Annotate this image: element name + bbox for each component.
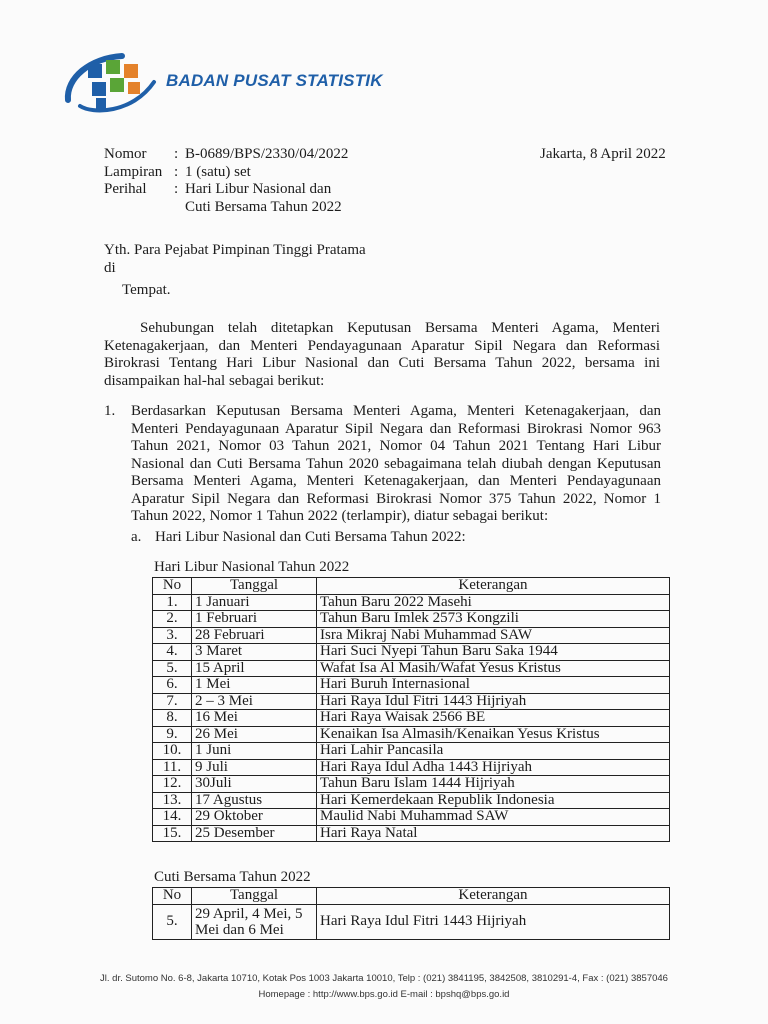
holiday-table-caption: Hari Libur Nasional Tahun 2022 bbox=[154, 559, 350, 575]
letter-date: Jakarta, 8 April 2022 bbox=[540, 146, 666, 162]
addressee-line: Yth. Para Pejabat Pimpinan Tinggi Pratama bbox=[104, 242, 366, 258]
table-row bbox=[153, 660, 670, 677]
cell-date: 1 Mei bbox=[192, 677, 317, 694]
column-header: Keterangan bbox=[317, 888, 670, 905]
cell-no: 12. bbox=[153, 776, 192, 793]
cell-no: 11. bbox=[153, 759, 192, 776]
cell-date: 29 Oktober bbox=[192, 809, 317, 826]
cell-no: 5. bbox=[153, 660, 192, 677]
cell-desc: Tahun Baru Islam 1444 Hijriyah bbox=[317, 776, 670, 793]
meta-row-perihal bbox=[104, 181, 348, 199]
meta-sep: : bbox=[174, 163, 179, 180]
table-header-row bbox=[153, 578, 670, 595]
cell-no: 13. bbox=[153, 792, 192, 809]
table-row bbox=[153, 743, 670, 760]
cell-desc: Hari Buruh Internasional bbox=[317, 677, 670, 694]
table-row bbox=[153, 825, 670, 842]
intro-paragraph: Sehubungan telah ditetapkan Keputusan Bersama Menteri Agama, Menteri Ketenagakerjaan, dan Menteri Pendayagunaan Aparatur Sipil Negara dan Reformasi Birokrasi Tentang Hari Libur Nasional dan Cuti Bersama Tahun 2022, bersama ini disampaikan hal-hal sebagai berikut: bbox=[104, 320, 660, 389]
column-header: Keterangan bbox=[317, 578, 670, 595]
cell-no: 10. bbox=[153, 743, 192, 760]
table-row bbox=[153, 677, 670, 694]
cell-desc: Hari Lahir Pancasila bbox=[317, 743, 670, 760]
cell-date: 16 Mei bbox=[192, 710, 317, 727]
holiday-table bbox=[152, 577, 670, 842]
cell-desc: Maulid Nabi Muhammad SAW bbox=[317, 809, 670, 826]
cell-desc: Hari Raya Idul Fitri 1443 Hijriyah bbox=[317, 693, 670, 710]
addressee-place: Tempat. bbox=[122, 282, 171, 298]
meta-value: B-0689/BPS/2330/04/2022 bbox=[185, 146, 349, 162]
cell-no: 6. bbox=[153, 677, 192, 694]
column-header: Tanggal bbox=[192, 888, 317, 905]
cell-date: 15 April bbox=[192, 660, 317, 677]
table-row bbox=[153, 792, 670, 809]
cell-no: 15. bbox=[153, 825, 192, 842]
meta-sep: : bbox=[174, 146, 179, 162]
cell-date: 26 Mei bbox=[192, 726, 317, 743]
cell-date: 1 Februari bbox=[192, 611, 317, 628]
letter-meta bbox=[104, 146, 348, 216]
cell-desc: Kenaikan Isa Almasih/Kenaikan Yesus Kristus bbox=[317, 726, 670, 743]
cell-no: 14. bbox=[153, 809, 192, 826]
point-text: Berdasarkan Keputusan Bersama Menteri Agama, Menteri Ketenagakerjaan, dan Menteri Pendayagunaan Aparatur Sipil Negara dan Reformasi Birokrasi Nomor 963 Tahun 2021, Nomor 03 Tahun 2021, Nomor 04 Tahun 2021 Tentang Hari Libur Nasional dan Cuti Bersama Tahun 2020 sebagaimana telah diubah dengan Keputusan Bersama Menteri Agama, Menteri Ketenagakerjaan, dan Menteri Pendayagunaan Aparatur Sipil Negara dan Reformasi Birokrasi Nomor 375 Tahun 2022, Nomor 1 Tahun 2022, Nomor 1 Tahun 2022 (terlampir), diatur sebagai berikut: bbox=[131, 403, 661, 524]
holiday-table-body bbox=[153, 594, 670, 842]
subject-continuation: Cuti Bersama Tahun 2022 bbox=[185, 198, 342, 215]
cell-desc: Isra Mikraj Nabi Muhammad SAW bbox=[317, 627, 670, 644]
cell-desc: Hari Raya Idul Fitri 1443 Hijriyah bbox=[317, 904, 670, 939]
table-row bbox=[153, 726, 670, 743]
cell-date: 1 Januari bbox=[192, 594, 317, 611]
table-row bbox=[153, 594, 670, 611]
table-row bbox=[153, 611, 670, 628]
cell-no: 9. bbox=[153, 726, 192, 743]
cell-desc: Wafat Isa Al Masih/Wafat Yesus Kristus bbox=[317, 660, 670, 677]
cell-desc: Hari Raya Idul Adha 1443 Hijriyah bbox=[317, 759, 670, 776]
cell-desc: Hari Suci Nyepi Tahun Baru Saka 1944 bbox=[317, 644, 670, 661]
cell-no: 8. bbox=[153, 710, 192, 727]
table-row bbox=[153, 710, 670, 727]
subpoint-letter: a. bbox=[131, 529, 142, 545]
meta-key: Lampiran bbox=[104, 163, 163, 180]
addressee-line: di bbox=[104, 260, 116, 276]
addressee bbox=[104, 241, 366, 277]
cell-no: 2. bbox=[153, 611, 192, 628]
meta-sep: : bbox=[174, 181, 179, 197]
column-header: Tanggal bbox=[192, 578, 317, 595]
meta-key: Perihal bbox=[104, 181, 147, 197]
cell-no: 3. bbox=[153, 627, 192, 644]
table-row bbox=[153, 759, 670, 776]
cell-date: 29 April, 4 Mei, 5 Mei dan 6 Mei bbox=[192, 904, 317, 939]
footer-contact: Homepage : http://www.bps.go.id E-mail : bpshq@bps.go.id bbox=[258, 989, 510, 1000]
table-row bbox=[153, 644, 670, 661]
meta-key: Nomor bbox=[104, 146, 147, 162]
cell-desc: Tahun Baru Imlek 2573 Kongzili bbox=[317, 611, 670, 628]
bps-logo-icon bbox=[62, 48, 162, 118]
cell-date: 2 – 3 Mei bbox=[192, 693, 317, 710]
cell-desc: Hari Kemerdekaan Republik Indonesia bbox=[317, 792, 670, 809]
cell-desc: Hari Raya Waisak 2566 BE bbox=[317, 710, 670, 727]
meta-row-nomor bbox=[104, 146, 348, 164]
table-row bbox=[153, 904, 670, 939]
org-name: BADAN PUSAT STATISTIK bbox=[166, 71, 383, 90]
cell-no: 1. bbox=[153, 594, 192, 611]
table-row bbox=[153, 693, 670, 710]
cell-desc: Hari Raya Natal bbox=[317, 825, 670, 842]
cell-date: 17 Agustus bbox=[192, 792, 317, 809]
subpoint-text: Hari Libur Nasional dan Cuti Bersama Tahun 2022: bbox=[155, 529, 466, 545]
cell-no: 7. bbox=[153, 693, 192, 710]
cell-no: 5. bbox=[153, 904, 192, 939]
table-header-row bbox=[153, 888, 670, 905]
cell-date: 25 Desember bbox=[192, 825, 317, 842]
cell-desc: Tahun Baru 2022 Masehi bbox=[317, 594, 670, 611]
footer-address: Jl. dr. Sutomo No. 6-8, Jakarta 10710, Kotak Pos 1003 Jakarta 10010, Telp : (021) 3841195, 3842508, 3810291-4, Fax : (021) 3857046 bbox=[100, 973, 668, 984]
table-row bbox=[153, 776, 670, 793]
table-row bbox=[153, 809, 670, 826]
meta-value: Hari Libur Nasional dan bbox=[185, 181, 332, 197]
column-header: No bbox=[153, 578, 192, 595]
point-number: 1. bbox=[104, 403, 116, 419]
cuti-table bbox=[152, 887, 670, 940]
cell-date: 28 Februari bbox=[192, 627, 317, 644]
cuti-table-caption: Cuti Bersama Tahun 2022 bbox=[154, 869, 311, 885]
table-row bbox=[153, 627, 670, 644]
cell-date: 30Juli bbox=[192, 776, 317, 793]
meta-row-lampiran bbox=[104, 164, 348, 182]
cell-date: 9 Juli bbox=[192, 759, 317, 776]
cell-date: 3 Maret bbox=[192, 644, 317, 661]
meta-value: 1 (satu) set bbox=[185, 163, 251, 180]
cell-date: 1 Juni bbox=[192, 743, 317, 760]
column-header: No bbox=[153, 888, 192, 905]
cell-no: 4. bbox=[153, 644, 192, 661]
